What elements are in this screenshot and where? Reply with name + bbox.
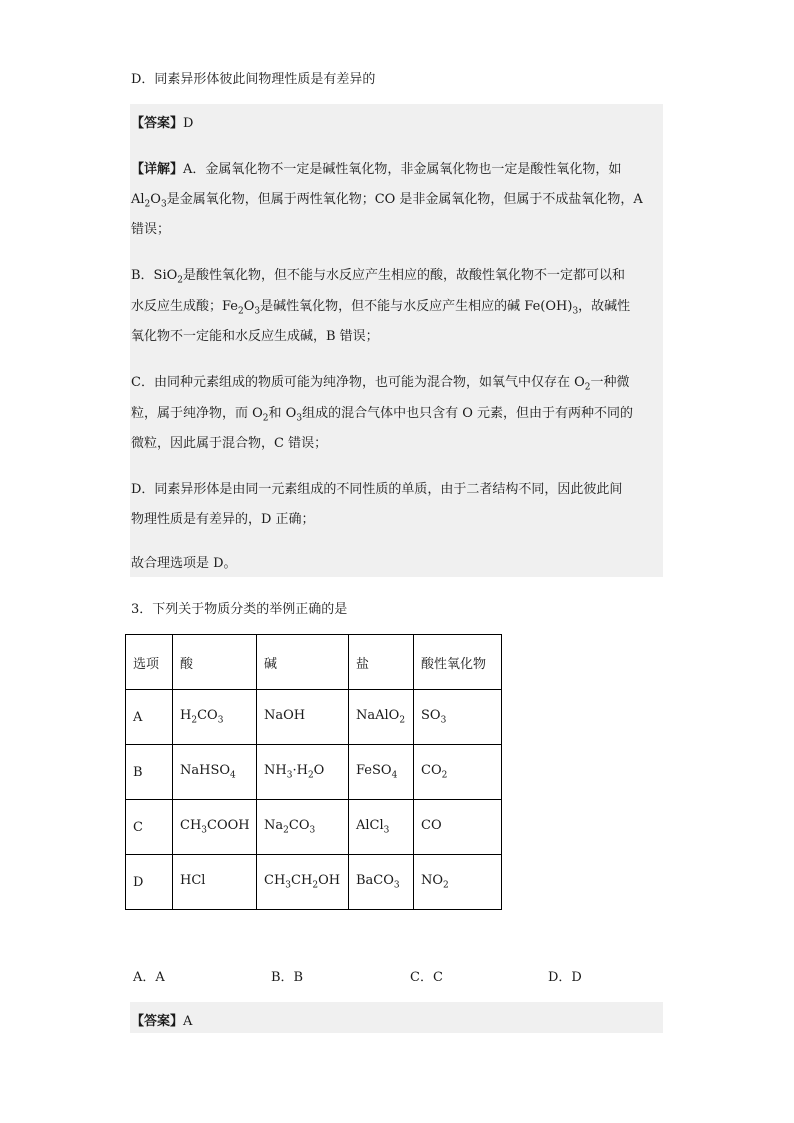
base-cell: $Na_2CO_3$ [257, 800, 349, 855]
answer-label: 【答案】 [131, 116, 184, 131]
table-row [126, 690, 502, 745]
detail-d-line2: 物理性质是有差异的，D 正确； [131, 512, 315, 527]
header-base: 碱 [257, 635, 349, 690]
oxide-cell: $CO_2$ [414, 745, 502, 800]
table-header-row [126, 635, 502, 690]
detail-c-line2: 粒，属于纯净物，而 $O_2$和 $O_3$组成的混合气体中也只含有 O 元素，但由于有两种不同的 [131, 406, 633, 424]
detail-b-line3: 氧化物不一定能和水反应生成碱，B 错误； [131, 329, 379, 344]
detail-conclusion: 故合理选项是 D。 [131, 556, 237, 571]
answer-line [131, 112, 193, 131]
detail-c-line3: 微粒，因此属于混合物，C 错误； [131, 436, 328, 451]
detail-b-line1: B．SiO$_2$是酸性氧化物，但不能与水反应产生相应的酸，故酸性氧化物不一定都可以和 [131, 268, 626, 286]
base-cell: $NH_3\cdot H_2O$ [257, 745, 349, 800]
answer-value: D [183, 116, 194, 131]
question3-stem: 3．下列关于物质分类的举例正确的是 [131, 602, 348, 617]
detail-label: 【详解】 [131, 162, 184, 177]
salt-cell: FeSO$_4$ [349, 745, 414, 800]
answer2-panel [130, 1002, 663, 1033]
header-option: 选项 [126, 635, 173, 690]
salt-cell: NaAlO$_2$ [349, 690, 414, 745]
option-c[interactable]: C．C [410, 970, 443, 985]
option-a[interactable]: A．A [133, 970, 165, 985]
classification-table [125, 634, 502, 910]
oxide-cell: $NO_2$ [414, 855, 502, 910]
answer2-line [131, 1010, 192, 1029]
acid-cell: HCl [173, 855, 257, 910]
base-cell: NaOH [257, 690, 349, 745]
table-row [126, 855, 502, 910]
oxide-cell: CO [414, 800, 502, 855]
salt-cell: BaCO$_3$ [349, 855, 414, 910]
answer2-value: A [183, 1014, 193, 1029]
detail-c-line1: C．由同种元素组成的物质可能为纯净物，也可能为混合物，如氧气中仅存在 $O_2$一种微 [131, 375, 630, 393]
row-option: C [126, 800, 173, 855]
detail-a-line3: 错误； [131, 222, 171, 237]
answer2-label: 【答案】 [131, 1014, 184, 1029]
header-salt: 盐 [349, 635, 414, 690]
oxide-cell: $SO_3$ [414, 690, 502, 745]
row-option: D [126, 855, 173, 910]
prev-option-d: D．同素异形体彼此间物理性质是有差异的 [131, 72, 376, 87]
row-option: A [126, 690, 173, 745]
table-row [126, 800, 502, 855]
acid-cell: $CH_3COOH$ [173, 800, 257, 855]
detail-b-line2: 水反应生成酸；$Fe_2O_3$是碱性氧化物，但不能与水反应产生相应的碱 $Fe(OH)_3$，故碱性 [131, 299, 631, 317]
header-acid: 酸 [173, 635, 257, 690]
option-b[interactable]: B．B [271, 970, 304, 985]
table-row [126, 745, 502, 800]
acid-cell: NaHSO$_4$ [173, 745, 257, 800]
detail-d-line1: D．同素异形体是由同一元素组成的不同性质的单质，由于二者结构不同，因此彼此间 [131, 482, 623, 497]
header-acidic-oxide: 酸性氧化物 [414, 635, 502, 690]
detail-a-line2: $Al_2O_3$是金属氧化物，但属于两性氧化物；CO 是非金属氧化物，但属于不成盐氧化物，A [131, 192, 643, 210]
detail-a-line1: 【详解】A．金属氧化物不一定是碱性氧化物，非金属氧化物也一定是酸性氧化物，如 [131, 162, 622, 177]
salt-cell: AlCl$_3$ [349, 800, 414, 855]
acid-cell: $H_2CO_3$ [173, 690, 257, 745]
base-cell: $CH_3CH_2OH$ [257, 855, 349, 910]
row-option: B [126, 745, 173, 800]
option-d[interactable]: D．D [548, 970, 582, 985]
